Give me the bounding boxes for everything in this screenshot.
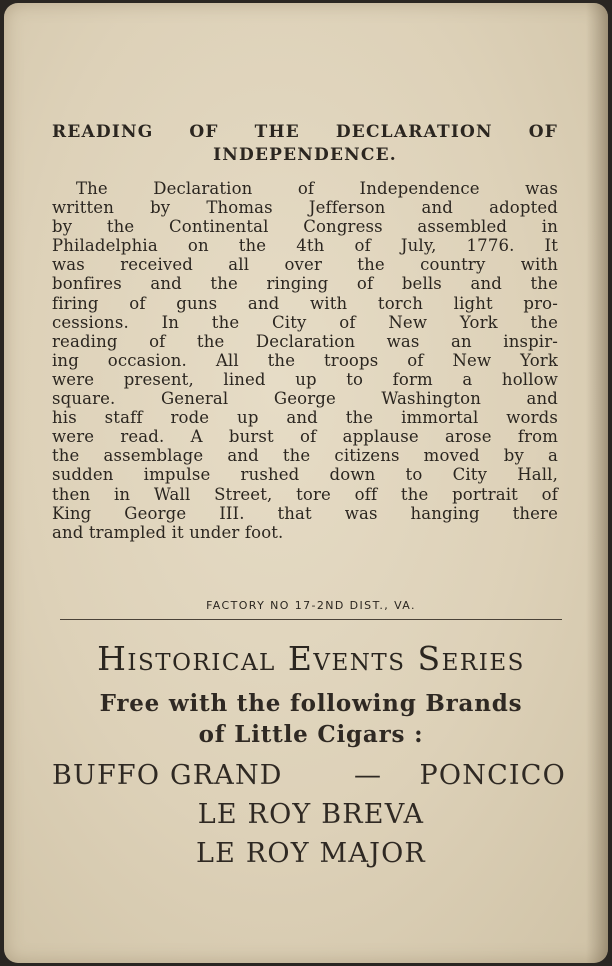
body-line: ing occasion. All the troops of New York: [52, 350, 558, 370]
body-line: cessions. In the City of New York the: [52, 312, 558, 332]
brand-separator-dash: —: [354, 760, 383, 791]
body-line: King George III. that was hanging there: [52, 503, 558, 523]
title-line-1: READING OF THE DECLARATION OF: [52, 122, 558, 142]
article-body: [52, 179, 558, 542]
title-line-2: INDEPENDENCE.: [213, 145, 397, 165]
little-cigars-line: of Little Cigars :: [198, 721, 424, 748]
brand-poncico: PONCICO: [419, 760, 566, 791]
factory-number: FACTORY NO 17-2ND DIST., VA.: [206, 599, 416, 612]
divider-rule: [60, 619, 562, 620]
series-title: Historical Events Series: [97, 639, 525, 678]
body-line: bonfires and the ringing of bells and the: [52, 274, 558, 294]
body-line: by the Continental Congress assembled in: [52, 217, 558, 237]
body-line: square. General George Washington and: [52, 389, 558, 409]
body-line: was received all over the country with: [52, 255, 558, 275]
body-line: The Declaration of Independence was: [76, 179, 558, 198]
body-line: reading of the Declaration was an inspir-: [52, 331, 558, 351]
body-line: were read. A burst of applause arose from: [52, 427, 558, 447]
body-line: Philadelphia on the 4th of July, 1776. It: [52, 236, 558, 256]
brand-le-roy-breva: LE ROY BREVA: [197, 799, 425, 830]
free-with-line: Free with the following Brands: [99, 690, 523, 717]
body-line: his staff rode up and the immortal words: [52, 408, 558, 428]
card-edge-shadow: [586, 3, 608, 963]
brand-le-roy-major: LE ROY MAJOR: [196, 838, 426, 869]
body-line: were present, lined up to form a hollow: [52, 369, 558, 389]
body-line: then in Wall Street, tore off the portrait of: [52, 484, 558, 504]
body-line: written by Thomas Jefferson and adopted: [52, 198, 558, 218]
body-line: the assemblage and the citizens moved by a: [52, 446, 558, 466]
body-line: sudden impulse rushed down to City Hall,: [52, 465, 558, 485]
brand-buffo-grand: BUFFO GRAND: [52, 760, 283, 791]
article-title: [52, 121, 558, 167]
body-line: and trampled it under foot.: [52, 522, 284, 542]
cigar-card-back: [4, 3, 608, 963]
body-line: firing of guns and with torch light pro-: [52, 293, 558, 313]
